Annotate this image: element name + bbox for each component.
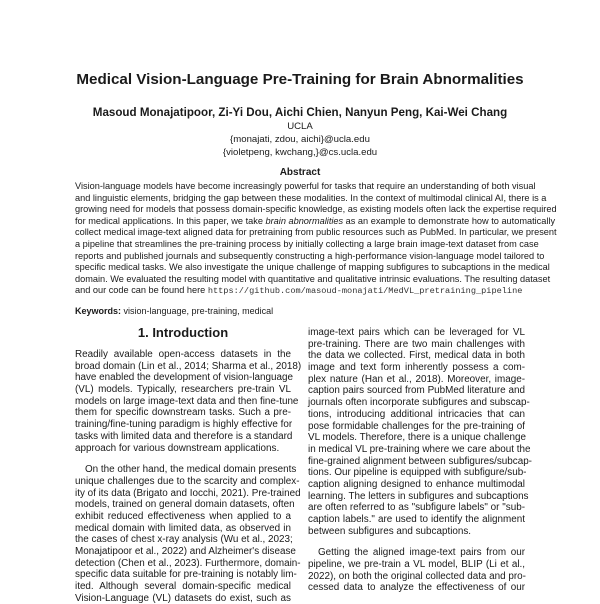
paragraph-line: learning. The letters in subfigures and subcaptions <box>308 490 529 502</box>
paragraph-line: exhibit reduced effectiveness when applied to a <box>75 510 291 522</box>
left-column <box>75 349 302 604</box>
paragraph-line: Vision-Language (VL) datasets do exist, such as <box>75 592 291 604</box>
paragraph-line: models, trained on general domain datasets, often <box>75 499 295 511</box>
abstract-body <box>75 181 557 297</box>
abstract-line: specific medical tasks. We also investigate the unique challenge of mapping subfigures to subcaptions in the medical <box>75 262 550 273</box>
paragraph-line: fine-grained alignment between subfigures/subcap- <box>308 455 532 467</box>
code-url-link[interactable]: https://github.com/masoud-monajati/MedVL_pretraining_pipeline <box>207 286 523 297</box>
abstract-line: reports and published journals and subsequently constructing a high-performance vision-language model tailored to <box>75 250 545 261</box>
paragraph-line: VL models. Therefore, there is a unique challenge <box>308 432 526 444</box>
paragraph-line: pose formidable challenges for the pre-training of <box>308 420 525 432</box>
keywords-list: vision-language, pre-training, medical <box>121 306 274 316</box>
paragraph <box>75 349 302 454</box>
paragraph <box>308 327 532 537</box>
paragraph-line: On the other hand, the medical domain presents <box>85 464 297 476</box>
paragraph-line: unique challenges due to the scarcity and complex- <box>75 475 300 487</box>
paragraph-line: between subfigures and subcaptions. <box>308 525 472 537</box>
abstract-line: Vision-language models have become increasingly powerful for tasks that require an understanding of both visual <box>75 181 536 191</box>
abstract-line: collect medical image-text aligned data for pretraining from public resources such as PubMed. In particular, we present <box>75 227 557 238</box>
paragraph-line: image-text pairs which can be leveraged for VL <box>308 327 525 338</box>
abstract-line <box>75 285 527 297</box>
paragraph-line: pipeline, we pre-train a VL model, BLIP (Li et al., <box>308 559 525 571</box>
paragraph-line: image and text form inherently possess a com- <box>308 362 525 374</box>
paragraph-line: approach for various downstream applications. <box>75 442 280 454</box>
paragraph-line: Getting the aligned image-text pairs from our <box>318 547 525 559</box>
email-line-1: {monajati, zdou, aichi}@ucla.edu <box>230 134 370 145</box>
section-heading-introduction: 1. Introduction <box>137 325 229 340</box>
abstract-emphasis: brain abnormalities <box>265 215 344 226</box>
abstract-text: and our code can be found here <box>75 285 208 296</box>
paragraph-line: tions. Our pipeline is equipped with subfigure/sub- <box>308 467 527 479</box>
paragraph-line: have enabled the development of vision-language <box>75 372 293 384</box>
paragraph-line: the cases of chest x-ray analysis (Wu et al., 2023; <box>75 534 293 546</box>
paragraph-line: 2022), on both the original collected data and pro- <box>308 570 526 582</box>
abstract-text: as an example to demonstrate how to automatically <box>343 215 556 226</box>
paragraph-line: caption labels." are used to identify the alignment <box>308 514 525 525</box>
paragraph-line: detection (Chen et al., 2023). Furthermore, domain- <box>75 557 301 569</box>
paragraph-line: in medical VL pre-training where we care about the <box>308 443 531 455</box>
paragraph <box>308 547 525 594</box>
paragraph-line: Monajatipoor et al., 2022) and Alzheimer's disease <box>75 546 296 557</box>
paragraph-line: are often referred to as "subfigure labels" or "sub- <box>308 502 525 514</box>
paragraph-line: ity of its data (Brigato and Iocchi, 2021). Pre-trained <box>75 487 301 499</box>
abstract-text: for medical applications. In this paper, we take <box>75 215 266 226</box>
paragraph-line: cessed data to analyze the effectiveness of our <box>308 582 525 594</box>
paragraph <box>75 464 301 604</box>
paragraph-line: tions, introducing additional intricacies that can <box>308 408 525 420</box>
paragraph-line: tasks with limited data and therefore is a standard <box>75 430 293 442</box>
keywords-label: Keywords: <box>75 306 122 316</box>
abstract-line <box>75 215 556 228</box>
abstract-line: and linguistic elements, bridging the gap between these modalities. In the context of multimodal clinical AI, there is a <box>75 192 547 203</box>
paragraph-line: broad domain (Lin et al., 2014; Sharma et al., 2018) <box>75 360 302 372</box>
email-line-2: {violetpeng, kwchang,}@cs.ucla.edu <box>222 147 378 158</box>
abstract-line: growing need for models that possess domain-specific knowledge, as existing models often lack the expertise required <box>75 204 557 215</box>
abstract-heading: Abstract <box>279 167 321 178</box>
paragraph-line: models on large image-text data and then fine-tune <box>75 395 299 407</box>
abstract-line: domain. We evaluated the resulting model with quantitative and qualitative intrinsic evaluations. The resulting dataset <box>75 273 551 284</box>
affiliation: UCLA <box>287 121 313 132</box>
paragraph-line: caption aligning designed to enhance multimodal <box>308 478 525 490</box>
paragraph-line: caption pairs sourced from PubMed literature and <box>308 385 525 397</box>
paragraph-line: specific data suitable for pre-training is notably lim- <box>75 569 297 581</box>
author-list: Masoud Monajatipoor, Zi-Yi Dou, Aichi Chien, Nanyun Peng, Kai-Wei Chang <box>92 106 508 119</box>
paper-title: Medical Vision-Language Pre-Training for Brain Abnormalities <box>76 71 524 88</box>
paragraph-line: medical domain with limited data, as observed in <box>75 522 291 534</box>
paragraph-line: training/fine-tuning paradigm is highly effective for <box>75 419 293 431</box>
paragraph-line: (VL) models. Typically, researchers pre-train VL <box>75 384 291 396</box>
keywords <box>75 306 273 316</box>
paragraph-line: the data we collected. First, medical data in both <box>308 350 525 362</box>
paragraph-line: pre-training. There are two main challenges with <box>308 338 525 350</box>
paragraph-line: plex nature (Han et al., 2018). Moreover, image- <box>308 373 525 385</box>
abstract-line: a pipeline that streamlines the pre-training process by initially collecting a large brain image-text dataset from case <box>75 238 539 249</box>
paragraph-line: them for specific downstream tasks. Such a pre- <box>75 407 291 419</box>
right-column <box>308 327 532 594</box>
paragraph-line: Readily available open-access datasets in the <box>75 349 291 360</box>
paragraph-line: ited. Although several domain-specific medical <box>75 581 291 593</box>
paragraph-line: journals often incorporate subfigures and subscap- <box>308 397 530 409</box>
